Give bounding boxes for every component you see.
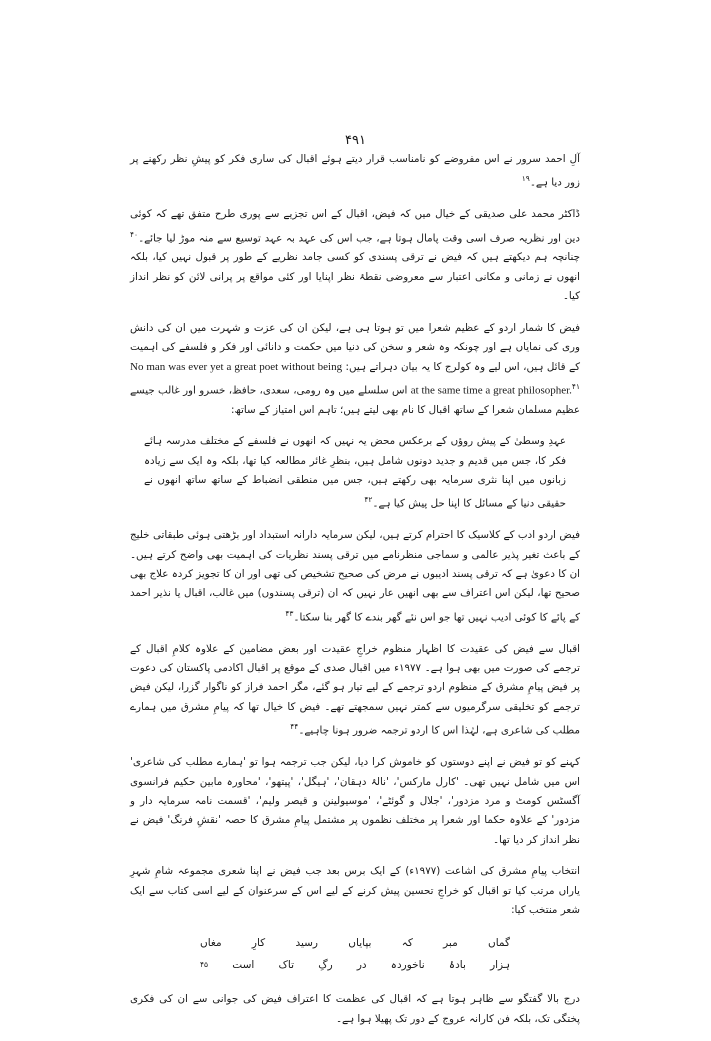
footnote-ref-43: ۴۳ — [285, 608, 294, 618]
verse-word: بپایاں — [348, 937, 372, 950]
paragraph-4 — [130, 526, 580, 627]
verse-word: مبر — [443, 937, 458, 950]
paragraph-3-text-2: اس سلسلے میں وہ رومی، سعدی، حافظ، خسرو اور غالب جیسے عظیم مسلمان شعرا کے ساتھ اقبال کا نام بھی لیتے ہیں؛ تاہم اس امتیاز کے ساتھ: — [130, 384, 580, 416]
verse-word: بادۂ — [448, 959, 466, 972]
paragraph-7-text: انتخاب پیامِ مشرق کی اشاعت (۱۹۷۷ء) کے ایک برس بعد جب فیض نے اپنا شعری مجموعہ شامِ شہرِ یاراں مرتب کیا تو اقبال کو خراجِ تحسین پیش کرنے کے لیے اس کے سرعنوان کے لیے اسی کتاب سے ایک شعر منتخب کیا: — [130, 865, 580, 916]
block-quote — [144, 432, 566, 514]
paragraph-3-text-1: فیض کا شمار اردو کے عظیم شعرا میں تو ہوتا ہی ہے، لیکن ان کی عزت و شہرت میں ان کی دانش وری کی نمایاں ہے اور چونکہ وہ شعر و سخن کی دنیا میں حکمت و دانائی اور فکر و فلسفے کی اہمیت کے قائل ہیں، اس لیے وہ کولرج کا یہ بیان دہراتے ہیں: — [130, 321, 580, 373]
verse-word: کارِ — [251, 937, 266, 950]
persian-verse — [130, 932, 580, 976]
paragraph-5 — [130, 640, 580, 741]
verse-word: گماں — [488, 937, 510, 950]
paragraph-4-text: فیض اردو ادب کے کلاسیک کا احترام کرتے ہیں، لیکن سرمایہ دارانہ استبداد اور بڑھتی ہوئی طبقاتی خلیج کے باعث تغیر پذیر عالمی و سماجی منظرنامے میں ترقی پسند نظریات کی اہمیت بھی واضح کرتے ہیں۔ ان کا دعویٰ ہے کہ ترقی پسند ادیبوں نے مرض کی صحیح تشخیص کی تھی اور ان کا تجویز کردہ علاج بھی صحیح تھا، لیکن اس اعتراف سے بھی انھیں عار نہیں کہ ان (ترقی پسندوں) میں غالب، اقبال یا نذیر احمد کے پائے کا کوئی ادیب نہیں تھا جو اس نئے گھر بندے کا گھر بنا سکتا۔ — [130, 529, 580, 624]
paragraph-2-text-1: ڈاکٹر محمد علی صدیقی کے خیال میں کہ فیض، اقبال کے اس تجزیے سے پوری طرح متفق تھے کہ کوئی دین اور نظریہ صرف اسی وقت پامال ہوتا ہے، جب اس کی عہد بہ عہد توسیع سے منہ موڑ لیا جائے۔ — [130, 208, 580, 245]
footnote-ref-42: ۴۲ — [364, 495, 373, 505]
verse-word: مغاں — [200, 937, 222, 950]
verse-word: ناخوردہ — [390, 959, 425, 972]
paragraph-6 — [130, 753, 580, 850]
verse-word: رسید — [295, 937, 319, 950]
block-quote-text: عہدِ وسطیٰ کے پیش روؤں کے برعکس محض یہ نہیں کہ انھوں نے فلسفے کے مختلف مدرسہ ہائے فکر کا، جس میں قدیم و جدید دونوں شامل ہیں، بنظرِ غائر مطالعہ کیا تھا، بلکہ وہ ایک سے زیادہ زبانوں میں اپنا نثری سرمایہ بھی رکھتے ہیں، جس میں منطقی انضباط کے ساتھ ساتھ انھوں نے حقیقی دنیا کے مسائل کا اپنا حل پیش کیا ہے۔ — [144, 435, 566, 510]
verse-word: ہزار — [490, 959, 510, 972]
verse-line-2 — [130, 954, 580, 976]
paragraph-1-text: آلِ احمد سرور نے اس مفروضے کو نامناسب قرار دیتے ہوئے اقبال کی ساری فکر کو پیشِ نظر رکھنے پر زور دیا ہے۔ — [130, 153, 580, 189]
paragraph-8 — [130, 990, 580, 1029]
footnote-ref-41: ۴۱ — [571, 381, 580, 391]
coleridge-quote-english: No man was ever yet a great poet without being at the same time a great philosopher. — [130, 360, 572, 397]
footnote-ref-40: ۴۰ — [130, 229, 139, 239]
footnote-ref-45: ۴۵ — [200, 960, 209, 970]
paragraph-8-text: درج بالا گفتگو سے ظاہر ہوتا ہے کہ اقبال کی عظمت کا اعتراف فیض کی جوانی سے ان کی فکری پختگی تک، بلکہ فن کارانہ عروج کے دور تک پھیلا ہوا ہے۔ — [130, 993, 580, 1025]
paragraph-1 — [130, 150, 580, 193]
verse-line-1 — [130, 932, 580, 954]
verse-word: در — [356, 959, 367, 972]
footnote-ref-44: ۴۴ — [290, 722, 299, 732]
paragraph-7 — [130, 862, 580, 920]
paragraph-3 — [130, 319, 580, 420]
page-number: ۴۹۱ — [345, 133, 366, 148]
verse-word: تاک — [278, 959, 295, 972]
footnote-ref-19: ۱۹ — [521, 174, 530, 184]
verse-word: رگِ — [318, 959, 333, 972]
paragraph-2 — [130, 205, 580, 306]
verse-word: است — [232, 959, 255, 972]
article-body — [130, 150, 580, 1041]
paragraph-6-text: کہنے کو تو فیض نے اپنے دوستوں کو خاموش کرا دیا، لیکن جب ترجمہ ہوا تو 'ہمارے مطلب کی شاعری' اس میں شامل نہیں تھی۔ 'کارل مارکس'، 'نالۂ دہقان'، 'ہیگل'، 'پیتھو'، 'محاورہ مابین حکیم فرانسوی آگسٹس کومٹ و مرد مزدور'، 'جلال و گوئٹے'، 'موسیولینن و قیصر ولیم'، 'قسمت نامہ سرمایہ دار و مزدور' کے علاوہ حکما اور شعرا پر مختلف نظموں پر مشتمل پیامِ مشرق کا حصہ 'نقشِ فرنگ' فیض نے نظر انداز کر دیا تھا۔ — [130, 756, 580, 846]
paragraph-5-text: اقبال سے فیض کی عقیدت کا اظہار منظوم خراجِ عقیدت اور بعض مضامین کے علاوہ کلامِ اقبال کے ترجمے کی صورت میں بھی ہوا ہے۔ ۱۹۷۷ء میں اقبال صدی کے موقع پر اقبال اکادمی پاکستان کی دعوت پر فیض پیامِ مشرق کے منظوم اردو ترجمے کے لیے تیار ہو گئے، مگر احمد فراز کو ناگوار گزرا، لیکن فیض ترجمے کو تخلیقی سرگرمیوں سے کمتر نہیں سمجھتے تھے۔ فیض کا خیال تھا کہ پیامِ مشرق میں ہمارے مطلب کی شاعری ہے، لہٰذا اس کا اردو ترجمہ ضرور ہونا چاہیے۔ — [130, 642, 580, 737]
paragraph-2-text-2: چنانچہ ہم دیکھتے ہیں کہ فیض نے ترقی پسندی کو کسی جامد نظریے کے طور پر قبول نہیں کیا، بلکہ انھوں نے زمانی و مکانی اعتبار سے معروضی نقطۂ نظر اپنایا اور کئی مواقع پر پرانی لائن کو نظر انداز کیا۔ — [130, 251, 580, 303]
verse-word: کہ — [401, 937, 413, 950]
